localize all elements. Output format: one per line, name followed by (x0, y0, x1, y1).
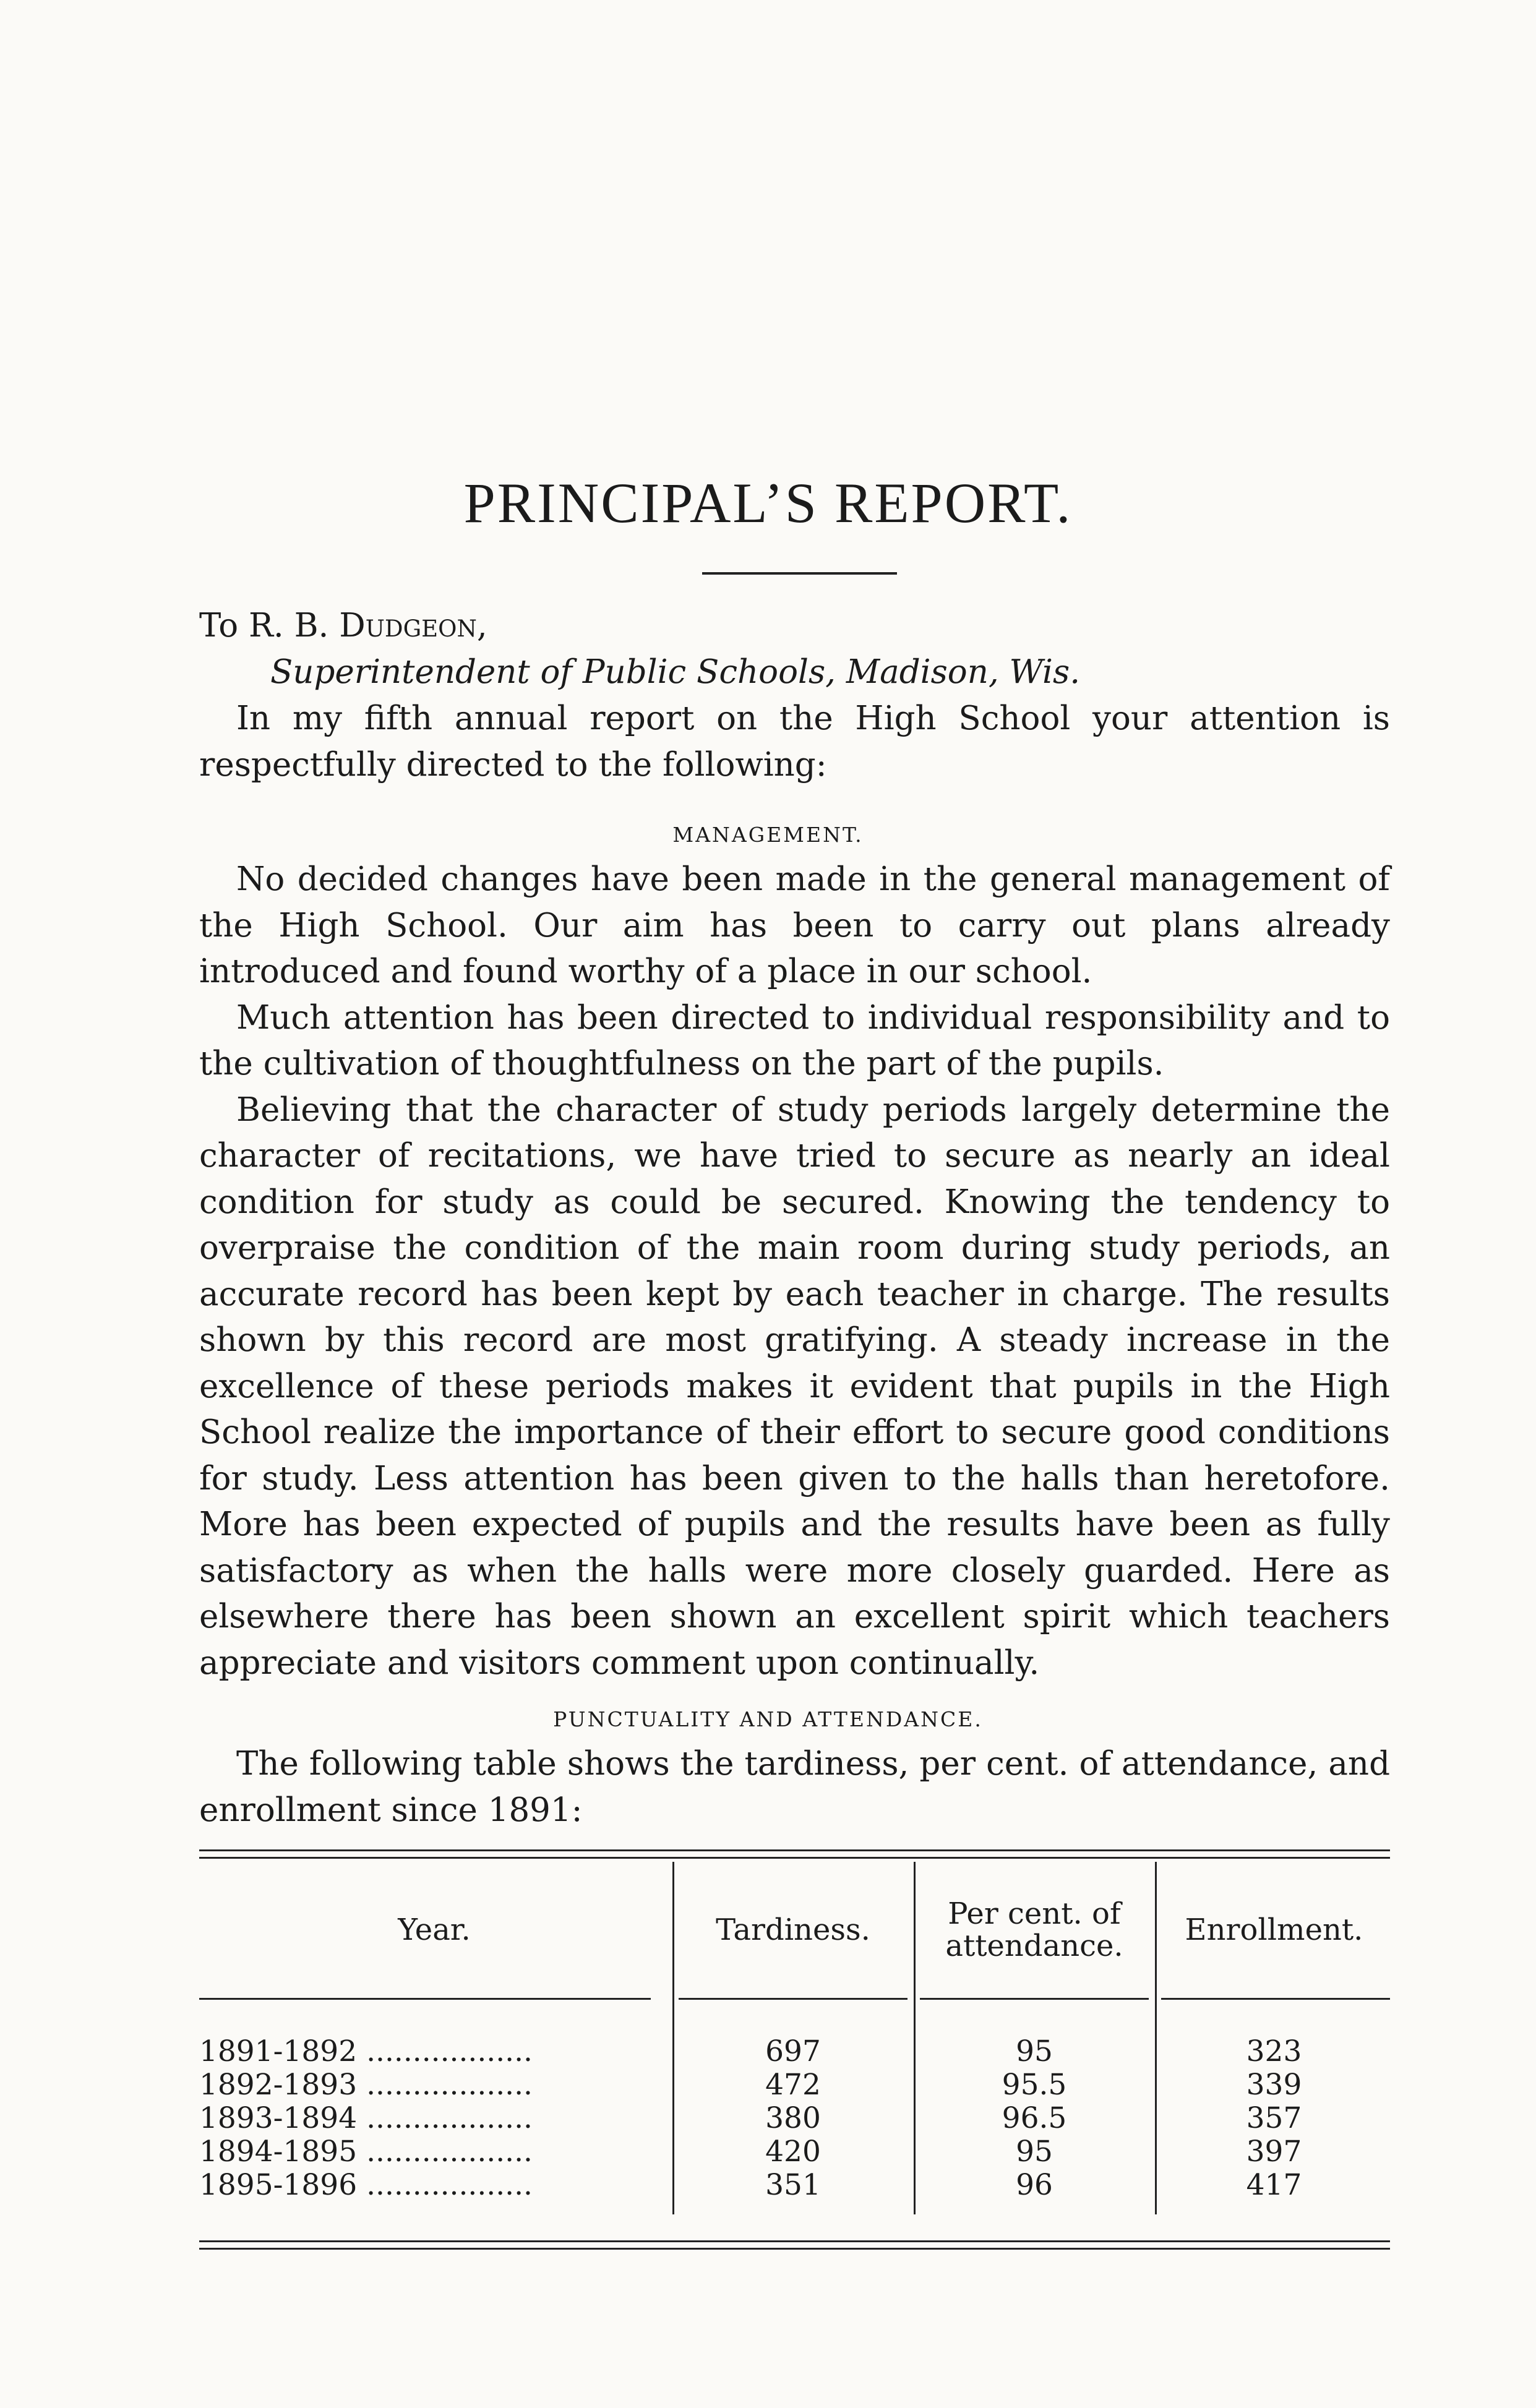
management-paragraph: Much attention has been directed to individual responsibility and to the cultivation of thoughtfulness on the part of the pupils. (199, 998, 1390, 1082)
year-cell (199, 2169, 669, 2202)
header-underline (199, 1998, 651, 2000)
punctuality-intro: The following table shows the tardiness, per cent. of attendance, and enrollment since 1891: (199, 1745, 1390, 1829)
attendance-cell: 96 (1016, 2168, 1053, 2202)
table-row (199, 2035, 1390, 2068)
address-block (199, 603, 1390, 695)
section-heading-management: MANAGEMENT. (672, 823, 864, 847)
header-attendance-line2: attendance. (945, 1929, 1123, 1963)
attendance-cell: 95.5 (1002, 2068, 1067, 2102)
enrollment-cell: 397 (1246, 2135, 1302, 2169)
tardiness-cell: 351 (765, 2168, 821, 2202)
dot-leader: .................. (366, 2102, 533, 2135)
management-section (199, 857, 1390, 1686)
dot-leader: .................. (366, 2068, 533, 2102)
table-bottom-rule-inner (199, 2248, 1390, 2250)
header-attendance-line1: Per cent. of (948, 1896, 1121, 1931)
table-row (199, 2068, 1390, 2102)
management-paragraph: Believing that the character of study periods largely determine the character of recitations, we have tried to secure as nearly an ideal condition for study as could be secured. Knowing the tendency to overpraise the condition of the main room during study periods, an accurate record has been kept by each teacher in charge. The results shown by this record are most gratifying. A steady increase in the excellence of these periods makes it evident that pupils in the High School realize the importance of their effort to secure good conditions for study. Less attention has been given to the halls than heretofore. More has been expected of pupils and the results have been as fully satisfactory as when the halls were more closely guarded. Here as elsewhere there has been shown an excellent spirit which teachers appreciate and visitors comment upon continually. (199, 1090, 1390, 1682)
table-top-rule (199, 1849, 1390, 1851)
enrollment-cell: 339 (1246, 2068, 1302, 2102)
enrollment-cell: 323 (1246, 2034, 1302, 2068)
tardiness-cell: 420 (765, 2135, 821, 2169)
year-value: 1893-1894 (199, 2102, 358, 2135)
recipient-title: Superintendent of Public Schools, Madison, Wis. (270, 653, 1081, 691)
dot-leader: .................. (366, 2135, 533, 2169)
year-cell (199, 2068, 669, 2102)
tardiness-cell: 697 (765, 2034, 821, 2068)
page-title: PRINCIPAL’S REPORT. (463, 471, 1073, 534)
header-attendance (917, 1887, 1152, 1973)
year-value: 1891-1892 (199, 2035, 358, 2068)
year-value: 1892-1893 (199, 2068, 358, 2102)
dot-leader: .................. (366, 2035, 533, 2068)
attendance-cell: 96.5 (1002, 2101, 1067, 2135)
table-row (199, 2102, 1390, 2135)
tardiness-cell: 472 (765, 2068, 821, 2102)
table-row (199, 2135, 1390, 2169)
tardiness-cell: 380 (765, 2101, 821, 2135)
header-underline (920, 1998, 1149, 2000)
recipient-prefix: To R. B. (199, 607, 329, 645)
year-cell (199, 2035, 669, 2068)
attendance-cell: 95 (1016, 2135, 1053, 2169)
attendance-table (199, 1849, 1390, 2264)
year-value: 1895-1896 (199, 2169, 358, 2202)
header-tardiness: Tardiness. (716, 1913, 870, 1947)
header-underline (1161, 1998, 1390, 2000)
year-cell (199, 2102, 669, 2135)
management-paragraph: No decided changes have been made in the general management of the High School. Our aim has been to carry out plans already introduced and found worthy of a place in our school. (199, 860, 1390, 990)
recipient-name: Dudgeon, (339, 607, 487, 645)
header-enrollment: Enrollment. (1185, 1913, 1363, 1947)
header-year: Year. (398, 1913, 471, 1947)
header-underline (679, 1998, 907, 2000)
year-value: 1894-1895 (199, 2135, 358, 2169)
year-cell (199, 2135, 669, 2169)
enrollment-cell: 417 (1246, 2168, 1302, 2202)
table-top-rule-inner (199, 1857, 1390, 1859)
title-rule (702, 572, 897, 575)
table-bottom-rule (199, 2240, 1390, 2242)
intro-paragraph: In my fifth annual report on the High School your attention is respectfully directed to the following: (199, 700, 1390, 784)
enrollment-cell: 357 (1246, 2101, 1302, 2135)
recipient-line (199, 603, 1390, 649)
attendance-cell: 95 (1016, 2034, 1053, 2068)
section-heading-punctuality: PUNCTUALITY AND ATTENDANCE. (553, 1707, 983, 1731)
dot-leader: .................. (366, 2169, 533, 2202)
table-row (199, 2169, 1390, 2202)
